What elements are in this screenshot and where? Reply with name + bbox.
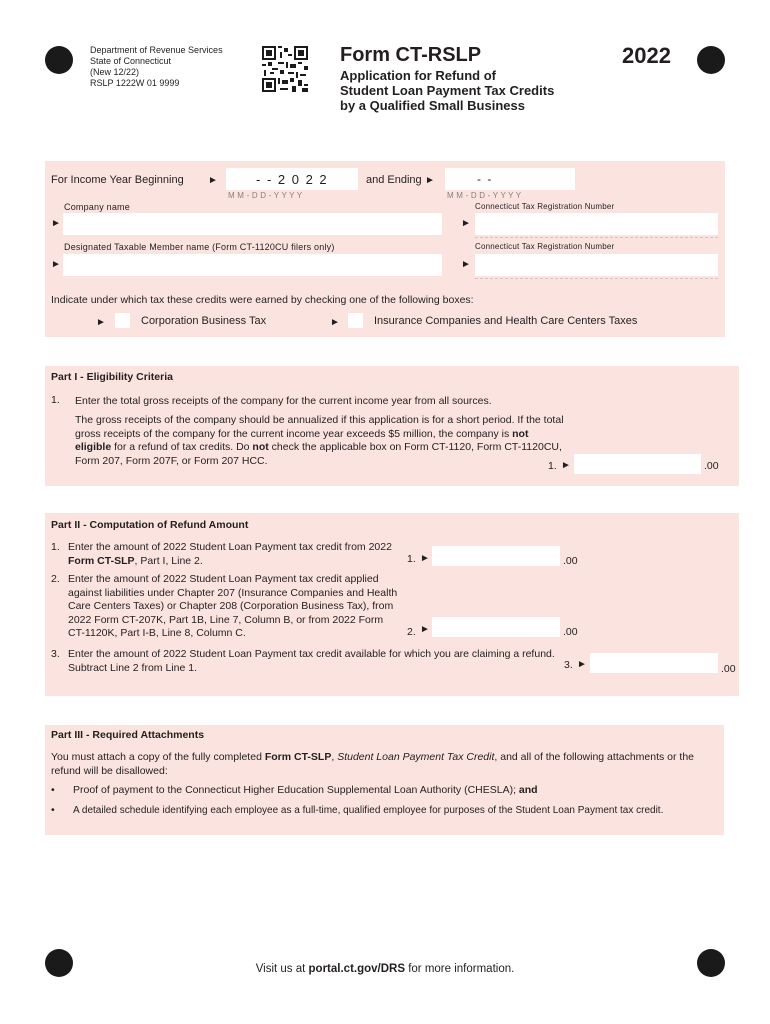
arrow-icon: ► — [208, 175, 218, 186]
form-subtitle — [340, 68, 554, 113]
form-edition: (New 12/22) — [90, 67, 140, 77]
reg-number-field-2[interactable] — [475, 254, 718, 276]
reg-number-label-2: Connecticut Tax Registration Number — [475, 242, 615, 251]
arrow-icon: ► — [51, 259, 61, 270]
form-code: RSLP 1222W 01 9999 — [90, 78, 180, 88]
part-1-instr-a: The gross receipts of the company should be annualized if this application is for a short period. If the total gross receipts of the company for the current income year exceeds $5 million, the company is — [75, 414, 564, 440]
tax-type-prompt: Indicate under which tax these credits were earned by checking one of the following boxes: — [51, 294, 474, 306]
part-2-line-1-text — [68, 541, 398, 568]
arrow-icon: ► — [96, 317, 106, 328]
footer-link[interactable]: portal.ct.gov/DRS — [308, 963, 406, 975]
begin-date-hint: M M - D D - Y Y Y Y — [228, 191, 303, 200]
part-3-intro-bold: Form CT-SLP — [264, 751, 332, 763]
bullet-1-bold: and — [518, 784, 538, 796]
part-1-instr-c: check the applicable box on Form CT-1120, Form CT-1120CU, Form 207, Form 207F, or Form 207 HCC. — [75, 441, 562, 467]
income-year-label: For Income Year Beginning — [51, 174, 184, 186]
arrow-icon: ► — [461, 259, 471, 270]
agency-info — [90, 45, 223, 89]
part-1-instr-b: for a refund of tax credits. Do — [111, 441, 253, 453]
line-1-cents: .00 — [563, 555, 578, 567]
subtitle-line-3: by a Qualified Small Business — [340, 98, 525, 113]
company-name-label: Company name — [64, 202, 130, 212]
registration-mark-top-left — [45, 46, 73, 74]
part-1-instr-bold-2: not — [252, 441, 269, 453]
part-2-line-1-ref: 1. — [407, 553, 416, 565]
corporation-business-tax-checkbox[interactable] — [115, 313, 130, 328]
part-2-line-1-b: , Part I, Line 2. — [134, 554, 203, 567]
subtitle-line-2: Student Loan Payment Tax Credits — [340, 83, 555, 98]
arrow-icon: ► — [577, 659, 587, 670]
line-3-cents: .00 — [721, 663, 736, 675]
part-3-intro-a: You must attach a copy of the fully completed — [51, 751, 265, 763]
bullet-2-text: A detailed schedule identifying each employee as a full-time, qualified employee for purposes of the Student Loan Payment tax credit. — [73, 805, 664, 816]
gross-receipts-field[interactable] — [574, 454, 701, 474]
end-date-value: - - — [477, 172, 493, 186]
end-date-hint: M M - D D - Y Y Y Y — [447, 191, 522, 200]
member-name-label: Designated Taxable Member name (Form CT-1120CU filers only) — [64, 242, 335, 252]
reg-number-field-1[interactable] — [475, 213, 718, 235]
part-2-line-2-text: Enter the amount of 2022 Student Loan Payment tax credit applied against liabilities under Chapter 207 (Insurance Companies and Health Care Centers Taxes) or Chapter 208 (Corporation Business Tax), from 2022 Form CT-207K, Part 1B, Line 7, Column B, or from 2022 Form CT-1120K, Part I-B, Line 8, Column C. — [68, 573, 398, 639]
footer-a: Visit us at — [255, 963, 309, 975]
part-3-intro-c: , and all of the following attachments or the refund will be disallowed: — [51, 751, 695, 777]
part-3-intro — [51, 751, 723, 778]
part-3-intro-italic: Student Loan Payment Tax Credit — [337, 751, 495, 763]
arrow-icon: ► — [420, 553, 430, 564]
arrow-icon: ► — [330, 317, 340, 328]
arrow-icon: ► — [461, 218, 471, 229]
company-name-field[interactable] — [63, 213, 442, 235]
line-2-cents: .00 — [563, 626, 578, 638]
begin-date-value: - - 2 0 2 2 — [256, 172, 329, 187]
bullet-2-marker: • — [51, 804, 55, 816]
line-1-amount-field[interactable] — [432, 546, 560, 566]
bullet-1-a: Proof of payment to the Connecticut Higher Education Supplemental Loan Authority (CHESLA); — [73, 784, 519, 796]
part-2-line-2-ref: 2. — [407, 626, 416, 638]
part-1-instructions — [75, 414, 567, 468]
part-3-section — [45, 725, 724, 835]
reg-number-underline-2 — [475, 278, 718, 280]
reg-number-underline-1 — [475, 237, 718, 239]
part-3-intro-b: , — [331, 751, 338, 763]
state-name: State of Connecticut — [90, 56, 172, 66]
part-2-line-3-ref: 3. — [564, 659, 573, 671]
tax-year: 2022 — [622, 43, 671, 68]
part-2-line-1-a: Enter the amount of 2022 Student Loan Payment tax credit from 2022 — [68, 541, 392, 553]
arrow-icon: ► — [425, 175, 435, 186]
footer-b: for more information. — [405, 963, 515, 975]
part-2-title: Part II - Computation of Refund Amount — [51, 519, 249, 531]
line-3-amount-field[interactable] — [590, 653, 718, 673]
registration-mark-top-right — [697, 46, 725, 74]
end-date-field[interactable] — [445, 168, 575, 190]
part-1-line-ref: 1. — [548, 460, 557, 472]
line-2-amount-field[interactable] — [432, 617, 560, 637]
part-2-line-3-text: Enter the amount of 2022 Student Loan Payment tax credit available for which you are claiming a refund. Subtract Line 2 from Line 1. — [68, 648, 555, 674]
footer-text — [0, 963, 770, 975]
subtitle-line-1: Application for Refund of — [340, 68, 496, 83]
part-3-title: Part III - Required Attachments — [51, 729, 205, 741]
gross-receipts-cents: .00 — [704, 460, 719, 472]
part-2-line-2-number: 2. — [51, 573, 60, 585]
arrow-icon: ► — [561, 460, 571, 471]
insurance-tax-checkbox[interactable] — [348, 313, 363, 328]
bullet-1-marker: • — [51, 784, 55, 796]
qr-code — [262, 46, 308, 92]
part-1-title: Part I - Eligibility Criteria — [51, 371, 173, 383]
arrow-icon: ► — [420, 624, 430, 635]
arrow-icon: ► — [51, 218, 61, 229]
bullet-1-text — [73, 784, 538, 798]
part-2-line-3-number: 3. — [51, 648, 60, 660]
part-1-line-1-text: Enter the total gross receipts of the company for the current income year from all sources. — [75, 395, 492, 407]
part-1-instr-bold-1: not eligible — [75, 427, 529, 453]
dept-name: Department of Revenue Services — [90, 45, 223, 55]
form-title: Form CT-RSLP — [340, 44, 482, 66]
part-2-line-1-bold: Form CT-SLP — [68, 554, 135, 567]
reg-number-label-1: Connecticut Tax Registration Number — [475, 202, 615, 211]
ending-label: and Ending — [366, 174, 422, 186]
part-1-line-1-number: 1. — [51, 394, 60, 406]
corporation-business-tax-label: Corporation Business Tax — [141, 315, 267, 327]
insurance-tax-label: Insurance Companies and Health Care Centers Taxes — [374, 315, 638, 327]
member-name-field[interactable] — [63, 254, 442, 276]
part-2-line-1-number: 1. — [51, 541, 60, 553]
